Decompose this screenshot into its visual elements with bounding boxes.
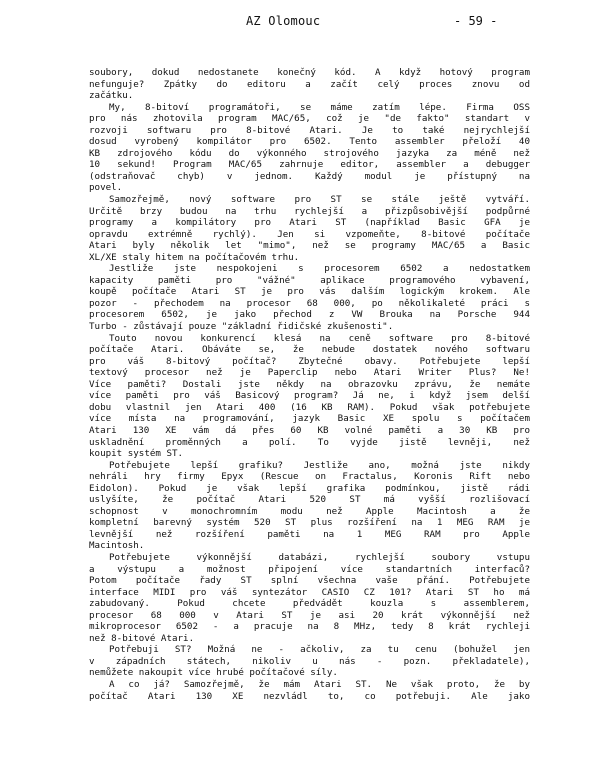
running-header-title: AZ Olomouc [246, 14, 321, 28]
text-line: A co já? Samozřejmě, že mám Atari ST. Ne však proto, že by [109, 678, 530, 690]
text-line: opravdu extrémně rychlý). Jen si vzpomeňte, 8-bitové počítače [89, 228, 530, 240]
text-line: procesorem 6502, je jako přechod z VW Brouka na Porsche 944 [89, 309, 530, 321]
text-line: povel. [89, 182, 123, 194]
text-line: mikroprocesor 6502 - a pracuje na 8 MHz, tedy 8 krát rychleji [89, 621, 530, 633]
text-line: Samozřejmě, nový software pro ST se stále ještě vytváří. [109, 194, 530, 206]
text-line: pro váš 8-bitový počítač? Zbytečné obavy. Potřebujete lepší [89, 355, 530, 367]
text-line: v západních státech, nikoliv u nás - pozn. překladatele), [89, 655, 530, 667]
text-line: Více paměti? Dostali jste někdy na obrazovku zprávu, že nemáte [89, 378, 530, 390]
text-line: více paměti pro váš Basicový program? Já ne, i když jsem delší [89, 390, 530, 402]
text-line: Atari byly několik let "mimo", než se programy MAC/65 a Basic [89, 240, 530, 252]
text-line: více místa na programování, jazyk Basic XE spolu s počítačem [89, 413, 530, 425]
text-line: XL/XE staly hitem na počítačovém trhu. [89, 251, 300, 263]
text-line: a výstupu a možnost připojení více standartních interfaců? [89, 563, 530, 575]
text-line: Potřebujete lepší grafiku? Jestliže ano, možná jste nikdy [109, 459, 530, 471]
page-number: - 59 - [454, 14, 498, 28]
text-line: než 8-bitové Atari. [89, 632, 195, 644]
text-line: 10 sekund! Program MAC/65 zahrnuje editor, assembler a debugger [89, 159, 530, 171]
text-line: Potom počítače řady ST splní všechna vaše přání. Potřebujete [89, 575, 530, 587]
text-line: programy a kompilátory pro Atari ST (například Basic GFA je [89, 217, 530, 229]
text-line: Eidolon). Pokud je však lepší grafika podmínkou, jistě rádi [89, 482, 530, 494]
text-line: počítače Atari. Obáváte se, že nebude dostatek nového softwaru [89, 344, 530, 356]
text-line: Touto novou konkurencí klesá na ceně software pro 8-bitové [109, 332, 530, 344]
text-line: pro nás zhotovila program MAC/65, což je "de fakto" standart v [89, 113, 530, 125]
text-line: levnější než rozšíření paměti na 1 MEG RAM pro Apple [89, 528, 530, 540]
text-line: Potřebujete výkonnější databázi, rychlejší soubory vstupu [109, 551, 530, 563]
text-line: KB zdrojového kódu do výkonného strojového jazyka za méně než [89, 147, 530, 159]
text-line: Potřebuji ST? Možná ne - ačkoliv, za tu cenu (bohužel jen [109, 644, 530, 656]
text-line: Macintosh. [89, 540, 145, 552]
text-line: koupit systém ST. [89, 448, 184, 460]
text-line: začátku. [89, 90, 134, 102]
text-line: textový procesor než je Paperclip nebo Atari Writer Plus? Ne! [89, 367, 530, 379]
text-line: kompletní barevný systém 520 ST plus rozšíření na 1 MEG RAM je [89, 517, 530, 529]
text-line: nefunguje? Zpátky do editoru a začít celý proces znovu od [89, 78, 530, 90]
text-line: rozvoji softwaru pro 8-bitové Atari. Je to také nejrychlejší [89, 124, 530, 136]
text-line: schopnost v monochromním modu než Apple Macintosh a že [89, 505, 530, 517]
text-line: nehráli hry firmy Epyx (Rescue on Fractalus, Koronis Rift nebo [89, 471, 530, 483]
text-line: koupě počítače Atari ST je pro vás dalším logickým krokem. Ale [89, 286, 530, 298]
text-line: interface MIDI pro váš syntezátor CASIO CZ 101? Atari ST ho má [89, 586, 530, 598]
text-line: kapacity paměti pro "vážné" aplikace programového vybavení, [89, 274, 530, 286]
text-line: My, 8-bitoví programátoři, se máme zatím lépe. Firma OSS [109, 101, 530, 113]
text-line: Atari 130 XE vám dá přes 60 KB volné paměti a 30 KB pro [89, 424, 530, 436]
text-line: (odstraňovač chyb) v jednom. Každý modul je přístupný na [89, 170, 530, 182]
text-line: pozor - přechodem na procesor 68 000, po několikaleté práci s [89, 297, 530, 309]
text-line: dobu vlastnil jen Atari 400 (16 KB RAM). Pokud však potřebujete [89, 401, 530, 413]
text-line: Určitě brzy budou na trhu rychlejší a přizpůsobivější podpůrné [89, 205, 530, 217]
text-line: Jestliže jste nespokojeni s procesorem 6502 a nedostatkem [109, 263, 530, 275]
text-line: dosud vyrobený kompilátor pro 6502. Tento assembler přeloží 40 [89, 136, 530, 148]
text-line: počítač Atari 130 XE nezvládl to, co potřebuji. Ale jako [89, 690, 530, 702]
text-line: soubory, dokud nedostanete konečný kód. A když hotový program [89, 67, 530, 78]
text-line: uslyšíte, že počítač Atari 520 ST má vyšší rozlišovací [89, 494, 530, 506]
text-line: zabudovaný. Pokud chcete předvádět kouzla s assemblerem, [89, 598, 530, 610]
body-text [89, 67, 530, 702]
text-line: Turbo - zůstávají pouze "základní řidičské zkušenosti". [89, 321, 394, 333]
text-line: uskladnění proměnných a polí. To vyjde jistě levněji, než [89, 436, 530, 448]
text-line: nemůžete nakoupit více hrubé počítačové síly. [89, 667, 338, 679]
text-line: procesor 68 000 v Atari ST je asi 20 krát výkonnější než [89, 609, 530, 621]
